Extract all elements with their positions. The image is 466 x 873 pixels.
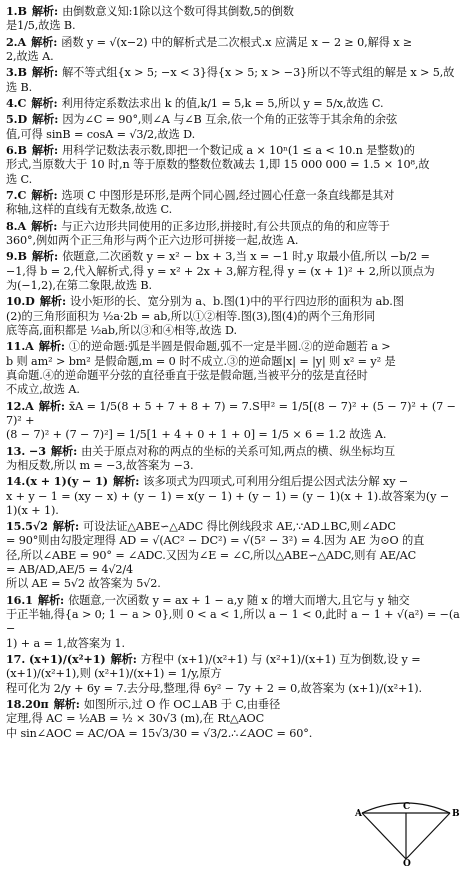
solution-text: = 90°则由勾股定理得 AD = √(AC² − DC²) = √(5² − 3²) = 4.因为 AE 为⊙O 的直	[6, 534, 425, 548]
solution-text: 选 C.	[6, 172, 33, 186]
solution-text: x̄A = 1/5(8 + 5 + 7 + 8 + 7) = 7.S甲² = 1/5[(8 − 7)² + (5 − 7)² + (7 − 7)² +	[6, 399, 456, 427]
solution-line	[6, 265, 460, 279]
solution-text: 径,所以∠ABE = 90° = ∠ADC.又因为∠E = ∠C,所以△ABE∽△ADC,则有 AE/AC	[6, 548, 417, 562]
solution-line	[6, 219, 460, 234]
solution-text: 中 sin∠AOC = AC/OA = 15√3/30 = √3/2.∴∠AOC = 60°.	[6, 726, 313, 740]
solution-line	[6, 4, 460, 19]
label-o: O	[403, 859, 411, 867]
solution-line	[6, 339, 460, 354]
solution-item-14	[6, 474, 460, 518]
solution-item-7	[6, 188, 460, 218]
solution-text: = AB/AD,AE/5 = 4√2/4	[6, 563, 134, 577]
solution-line	[6, 652, 460, 682]
solution-line	[6, 682, 460, 696]
solution-line	[6, 608, 460, 637]
analysis-keyword: 解析:	[113, 474, 140, 489]
solution-item-3	[6, 65, 460, 95]
solution-line	[6, 203, 460, 217]
analysis-keyword: 解析:	[52, 519, 80, 534]
solution-text: 底等高,面积都是 ½ab,所以③和④相等,故选 D.	[6, 323, 237, 337]
solution-text: 不成立,故选 A.	[6, 383, 80, 397]
solution-text: 选项 C 中图形是环形,是两个同心圆,经过圆心任意一条直线都是其对	[61, 188, 395, 202]
solution-text: 利用待定系数法求出 k 的值,k/1 = 5,k = 5,所以 y = 5/x,故选 C.	[61, 96, 384, 110]
solution-text: 用科学记数法表示数,即把一个数记成 a × 10ⁿ(1 ≤ a < 10.n 是整数)的	[62, 143, 415, 157]
solution-line	[6, 383, 460, 397]
solution-item-11	[6, 339, 460, 397]
solution-item-16	[6, 593, 460, 651]
analysis-keyword: 解析:	[31, 65, 59, 80]
analysis-keyword: 解析:	[53, 697, 80, 712]
solution-text: 形式,当原数大于 10 时,n 等于原数的整数位数减去 1,即 15 000 000 = 1.5 × 10⁸,故	[6, 158, 430, 172]
solution-text: 由关于原点对称的两点的坐标的关系可知,两点的横、纵坐标均互	[81, 444, 396, 458]
analysis-keyword: 解析:	[31, 95, 58, 110]
label-c: C	[403, 802, 411, 812]
solution-text: 与正六边形共同使用的正多边形,拼接时,有公共顶点的角的和应等于	[61, 219, 390, 233]
answer-label: 11.A	[6, 339, 34, 354]
solution-text: 值,可得 sinB = cosA = √3/2,故选 D.	[6, 127, 196, 141]
solution-text: b 则 am² > bm² 是假命题,m = 0 时不成立.③的逆命题|x| = |y| 则 x² = y² 是	[6, 354, 396, 368]
radius-ob	[406, 813, 450, 859]
solution-line	[6, 534, 460, 548]
solution-line	[6, 727, 460, 741]
solution-line	[6, 188, 460, 203]
solution-line	[6, 369, 460, 383]
analysis-keyword: 解析:	[31, 34, 58, 49]
solution-item-18	[6, 697, 460, 741]
analysis-keyword: 解析:	[31, 218, 58, 233]
solution-text: 360°,例如两个正三角形与两个正六边形可拼接一起,故选 A.	[6, 233, 299, 247]
answer-label: 18.20π	[6, 697, 49, 712]
solution-line	[6, 399, 460, 429]
analysis-keyword: 解析:	[110, 652, 137, 667]
circle-diagram	[352, 795, 460, 867]
solution-line	[6, 459, 460, 473]
solution-item-4	[6, 96, 460, 111]
solution-text: 定理,得 AC = ½AB = ½ × 30√3 (m),在 Rt△AOC	[6, 712, 265, 726]
geometry-figure	[352, 795, 460, 867]
analysis-keyword: 解析:	[50, 443, 78, 458]
solution-line	[6, 310, 460, 324]
answer-label: 16.1	[6, 592, 33, 607]
solution-line	[6, 577, 460, 591]
solution-line	[6, 294, 460, 309]
solution-text: 设小矩形的长、宽分别为 a、b.图(1)中的平行四边形的面积为 ab.图	[69, 295, 404, 309]
solution-line	[6, 128, 460, 142]
solution-item-5	[6, 112, 460, 142]
solution-line	[6, 249, 460, 264]
solution-line	[6, 65, 460, 95]
answer-label: 17. (x+1)/(x²+1)	[6, 652, 106, 667]
analysis-keyword: 解析:	[32, 112, 59, 127]
solution-line	[6, 549, 460, 563]
analysis-keyword: 解析:	[39, 294, 66, 309]
solution-line	[6, 474, 460, 489]
solution-line	[6, 35, 460, 50]
analysis-keyword: 解析:	[38, 339, 65, 354]
solution-text: 函数 y = √(x−2) 中的解析式是二次根式.x 应满足 x − 2 ≥ 0,解得 x ≥	[61, 35, 413, 49]
analysis-keyword: 解析:	[31, 4, 59, 18]
solution-line	[6, 504, 460, 518]
solution-text: 所以 AE = 5√2 故答案为 5√2.	[6, 577, 161, 591]
solution-line	[6, 112, 460, 127]
answer-label: 12.A	[6, 398, 34, 413]
solution-line	[6, 324, 460, 338]
solution-text: 于正半轴,得{a > 0; 1 − a > 0},则 0 < a < 1,所以 a − 1 < 0,此时 a − 1 + √(a²) = −(a −	[6, 608, 460, 636]
solution-text: x + y − 1 = (xy − x) + (y − 1) = x(y − 1) + (y − 1) = (y − 1)(x + 1).故答案为(y −	[6, 489, 450, 503]
label-a: A	[355, 809, 362, 819]
solution-line	[6, 593, 460, 608]
analysis-keyword: 解析:	[31, 142, 59, 157]
solution-text: 依题意,二次函数 y = x² − bx + 3,当 x = −1 时,y 取最小值,所以 −b/2 =	[62, 250, 430, 264]
solution-text: 方程中 (x+1)/(x²+1) 与 (x²+1)/(x+1) 互为倒数,设 y = (x+1)/(x²+1),则 (x²+1)/(x+1) = 1/y,原方	[6, 653, 421, 681]
solution-text: 为相反数,所以 m = −3,故答案为 −3.	[6, 458, 194, 472]
solution-text: 程可化为 2/y + 6y = 7.去分母,整理,得 6y² − 7y + 2 = 0,故答案为 (x+1)/(x²+1).	[6, 681, 422, 695]
solution-text: 为(−1,2),在第二象限,故选 B.	[6, 278, 152, 292]
solution-text: 如图所示,过 O 作 OC⊥AB 于 C,由垂径	[83, 698, 281, 712]
answer-label: 9.B	[6, 249, 27, 264]
solution-item-1	[6, 4, 460, 34]
answer-label: 2.A	[6, 34, 27, 49]
solution-line	[6, 173, 460, 187]
label-b: B	[452, 809, 460, 819]
solution-text: 1)(x + 1).	[6, 503, 59, 517]
answer-label: 10.D	[6, 294, 35, 309]
answer-label: 1.B	[6, 4, 27, 18]
solution-text: 可设法证△ABE∽△ADC 得比例线段求 AE,∵AD⊥BC,则∠ADC	[83, 520, 396, 534]
solution-item-10	[6, 294, 460, 338]
solution-line	[6, 697, 460, 712]
solution-line	[6, 428, 460, 442]
solution-text: 1) + a = 1,故答案为 1.	[6, 636, 125, 650]
radius-oa	[362, 813, 406, 859]
solution-text: 由倒数意义知:1除以这个数可得其倒数,5的倒数	[62, 5, 294, 18]
answer-label: 7.C	[6, 187, 27, 202]
solution-line	[6, 234, 460, 248]
analysis-keyword: 解析:	[37, 592, 65, 607]
solution-text: (2)的三角形面积为 ½a·2b = ab,所以①②相等.图(3),图(4)的两个三角形同	[6, 309, 376, 323]
answer-label: 3.B	[6, 65, 27, 80]
solution-text: 真命题.④的逆命题平分弦的直径垂直于弦是假命题,当被平分的弦是直径时	[6, 368, 368, 382]
solution-line	[6, 563, 460, 577]
solution-line	[6, 19, 460, 33]
solution-line	[6, 444, 460, 459]
solution-text: (8 − 7)² + (7 − 7)²] = 1/5[1 + 4 + 0 + 1 + 0] = 1/5 × 6 = 1.2 故选 A.	[6, 428, 387, 442]
solution-text: −1,得 b = 2,代入解析式,得 y = x² + 2x + 3,解方程,得 y = (x + 1)² + 2,所以顶点为	[6, 264, 435, 278]
analysis-keyword: 解析:	[31, 187, 58, 202]
solution-text: 是1/5,故选 B.	[6, 19, 76, 33]
solution-line	[6, 490, 460, 504]
solution-text: 该多项式为四项式,可利用分组后提公因式法分解 xy −	[143, 475, 409, 489]
solution-line	[6, 143, 460, 158]
solution-line	[6, 712, 460, 726]
solution-line	[6, 355, 460, 369]
answer-label: 8.A	[6, 218, 27, 233]
solution-line	[6, 637, 460, 651]
solution-item-17	[6, 652, 460, 696]
solution-item-2	[6, 35, 460, 65]
answer-label: 13. −3	[6, 443, 46, 458]
answer-label: 15.5√2	[6, 519, 48, 534]
solution-line	[6, 50, 460, 64]
solution-item-15	[6, 519, 460, 592]
solution-line	[6, 96, 460, 111]
answer-label: 4.C	[6, 95, 27, 110]
answer-label: 14.(x + 1)(y − 1)	[6, 474, 109, 489]
solution-line	[6, 519, 460, 534]
solution-list	[6, 4, 460, 741]
solution-item-6	[6, 143, 460, 187]
solution-text: 依题意,一次函数 y = ax + 1 − a,y 随 x 的增大而增大,且它与 y 轴交	[68, 593, 410, 607]
solution-text: ①的逆命题:弧是半圆是假命题,弧不一定是半圆.②的逆命题若 a >	[68, 340, 391, 354]
answer-label: 6.B	[6, 142, 27, 157]
solution-item-13	[6, 444, 460, 474]
solution-text: 2,故选 A.	[6, 49, 54, 63]
solution-text: 因为∠C = 90°,则∠A 与∠B 互余,依一个角的正弦等于其余角的余弦	[62, 113, 398, 127]
solution-line	[6, 158, 460, 172]
solution-text: 解不等式组{x > 5; −x < 3}得{x > 5; x > −3}所以不等式组的解是 x > 5,故选 B.	[6, 66, 455, 94]
solution-item-8	[6, 219, 460, 249]
solution-text: 称轴,这样的直线有无数条,故选 C.	[6, 203, 173, 217]
answer-label: 5.D	[6, 112, 28, 127]
analysis-keyword: 解析:	[31, 249, 59, 264]
analysis-keyword: 解析:	[38, 398, 65, 413]
solution-line	[6, 279, 460, 293]
solution-item-12	[6, 399, 460, 443]
solution-item-9	[6, 249, 460, 293]
